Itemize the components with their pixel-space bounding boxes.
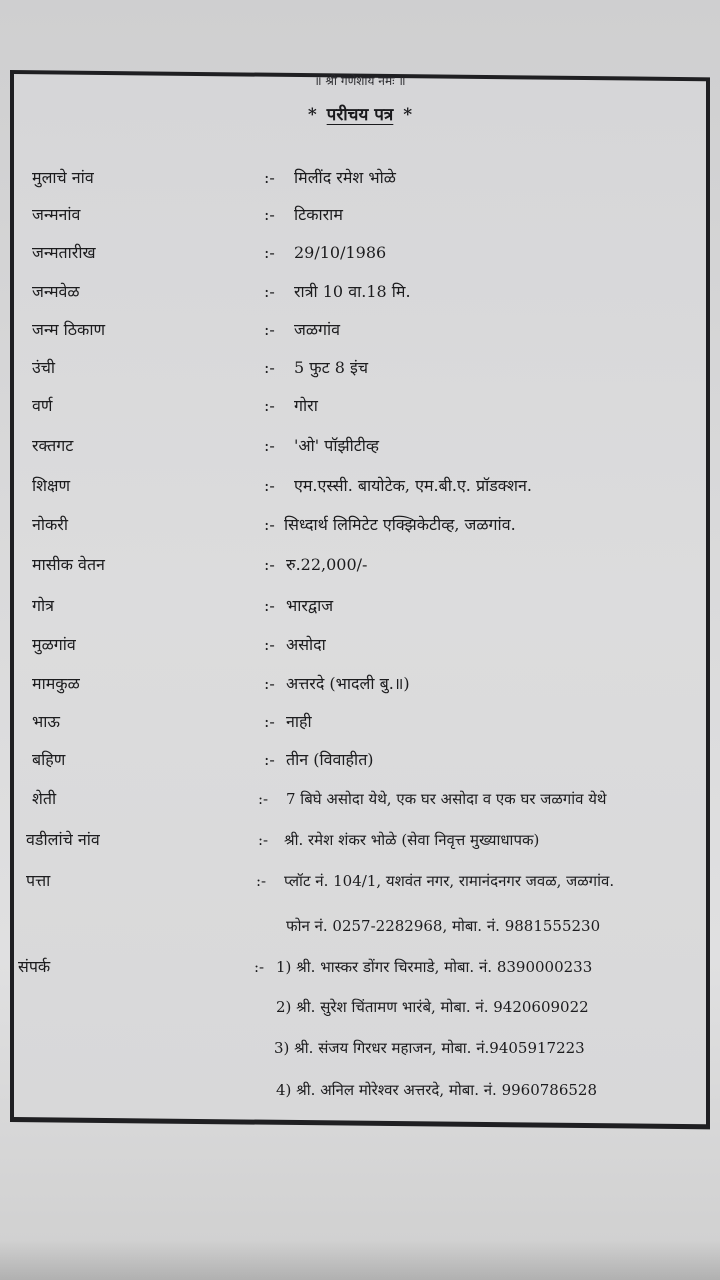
field-value: मिलींद रमेश भोळे: [294, 168, 396, 187]
contact-row-3: [0, 1033, 720, 1063]
field-separator: :-: [264, 396, 275, 415]
field-label: मुलाचे नांव: [32, 168, 94, 187]
field-label: पत्ता: [26, 871, 51, 890]
field-separator: :-: [264, 555, 275, 574]
field-label: मासीक वेतन: [32, 555, 105, 574]
field-separator: :-: [264, 168, 275, 187]
field-row-birth-name: [0, 200, 720, 230]
field-row-education: [0, 471, 720, 501]
page-bottom-shadow: [0, 1240, 720, 1280]
field-label: भाऊ: [32, 712, 60, 731]
field-label: नोकरी: [32, 515, 69, 534]
field-row-address: [0, 866, 720, 896]
field-label: उंची: [32, 358, 56, 377]
field-value: रात्री 10 वा.18 मि.: [294, 282, 411, 301]
field-separator: :-: [264, 243, 275, 262]
field-value: श्री. रमेश शंकर भोळे (सेवा निवृत्त मुख्याधापक): [284, 831, 540, 849]
field-value: सिध्दार्थ लिमिटेट एक्झिकेटीव्ह, जळगांव.: [284, 515, 516, 534]
contact-row-2: [0, 992, 720, 1022]
contact-item: 3) श्री. संजय गिरधर महाजन, मोबा. नं.9405917223: [274, 1039, 585, 1057]
field-label: मामकुळ: [32, 674, 80, 693]
document-title: परीचय पत्र: [326, 105, 394, 125]
field-row-sister: [0, 745, 720, 775]
field-row-salary: [0, 550, 720, 580]
field-separator: :-: [254, 958, 265, 976]
field-label: जन्मनांव: [32, 205, 81, 224]
field-label: शिक्षण: [32, 476, 71, 495]
field-row-complexion: [0, 391, 720, 421]
field-separator: :-: [264, 750, 275, 769]
field-value: रु.22,000/-: [286, 555, 368, 574]
field-row-brother: [0, 707, 720, 737]
field-label: गोत्र: [32, 596, 54, 615]
contact-item: 1) श्री. भास्कर डोंगर चिरमाडे, मोबा. नं. 8390000233: [276, 958, 593, 976]
field-value: अत्तरदे (भादली बु.॥): [286, 674, 410, 693]
field-separator: :-: [264, 515, 275, 534]
invocation-line: ॥ श्री गणेशाय नमः ॥: [314, 74, 406, 88]
field-label: शेती: [32, 789, 57, 808]
field-row-job: [0, 510, 720, 540]
field-separator: :-: [264, 282, 275, 301]
document-heading: [0, 102, 720, 125]
contact-row-1: [0, 952, 720, 982]
field-row-birth-date: [0, 238, 720, 268]
field-value: प्लॉट नं. 104/1, यशवंत नगर, रामानंदनगर जवळ, जळगांव.: [284, 872, 615, 890]
field-label: जन्म ठिकाण: [32, 320, 106, 339]
field-label: बहिण: [32, 750, 66, 769]
phone-text: फोन नं. 0257-2282968, मोबा. नं. 9881555230: [286, 917, 601, 935]
field-value: जळगांव: [294, 320, 341, 339]
contact-label: संपर्क: [18, 957, 51, 976]
field-separator: :-: [256, 872, 267, 890]
heading-star-left: *: [307, 105, 317, 125]
field-separator: :-: [264, 320, 275, 339]
field-separator: :-: [264, 712, 275, 731]
contact-item: 2) श्री. सुरेश चिंतामण भारंबे, मोबा. नं. 9420609022: [276, 998, 589, 1016]
address-phone-line: [0, 911, 720, 941]
field-value: नाही: [286, 712, 312, 731]
field-separator: :-: [264, 205, 275, 224]
field-value: भारद्वाज: [286, 596, 334, 615]
field-row-father-name: [0, 825, 720, 855]
field-separator: :-: [258, 790, 269, 808]
field-value: असोदा: [286, 635, 326, 654]
field-separator: :-: [264, 436, 275, 455]
field-row-native-village: [0, 630, 720, 660]
field-value: 7 बिघे असोदा येथे, एक घर असोदा व एक घर जळगांव येथे: [286, 790, 607, 808]
field-value: एम.एस्सी. बायोटेक, एम.बी.ए. प्रॉडक्शन.: [294, 476, 532, 495]
field-label: वर्ण: [32, 396, 53, 415]
field-label: वडीलांचे नांव: [26, 830, 100, 849]
contact-row-4: [0, 1075, 720, 1105]
field-separator: :-: [258, 831, 269, 849]
field-row-gotra: [0, 591, 720, 621]
contact-item: 4) श्री. अनिल मोरेश्वर अत्तरदे, मोबा. नं. 9960786528: [276, 1081, 598, 1099]
field-value: 5 फुट 8 इंच: [294, 358, 369, 377]
field-label: जन्मतारीख: [32, 243, 96, 262]
field-label: रक्तगट: [32, 436, 74, 455]
field-row-birth-time: [0, 277, 720, 307]
field-separator: :-: [264, 674, 275, 693]
field-separator: :-: [264, 358, 275, 377]
field-value: 29/10/1986: [294, 243, 387, 262]
field-row-birth-place: [0, 315, 720, 345]
field-separator: :-: [264, 635, 275, 654]
field-value: तीन (विवाहीत): [286, 750, 374, 769]
field-label: मुळगांव: [32, 635, 76, 654]
field-row-maternal-family: [0, 669, 720, 699]
field-label: जन्मवेळ: [32, 282, 80, 301]
field-row-blood-group: [0, 431, 720, 461]
field-row-height: [0, 353, 720, 383]
field-row-farm: [0, 784, 720, 814]
field-value: टिकाराम: [294, 205, 343, 224]
field-separator: :-: [264, 476, 275, 495]
field-value: गोरा: [294, 396, 318, 415]
field-value: 'ओ' पॉझीटीव्ह: [294, 436, 380, 455]
field-separator: :-: [264, 596, 275, 615]
field-row-name: [0, 163, 720, 193]
heading-star-right: *: [403, 105, 413, 125]
